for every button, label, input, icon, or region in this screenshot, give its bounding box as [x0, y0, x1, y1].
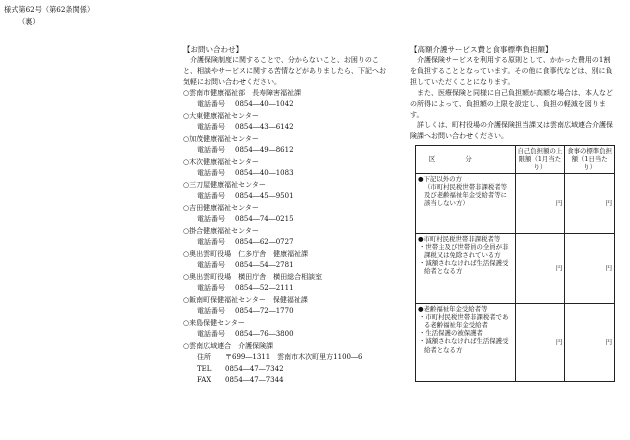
row-detail: ・世帯主及び世帯員の全員が非課税又は免除されている方 — [419, 242, 509, 260]
contact-name: ○雲南市健康福祉部 長寿障害福祉課 — [183, 88, 302, 97]
tel-number: 0854―52―2111 — [235, 284, 294, 293]
row-limit-amount: 円 — [515, 233, 565, 303]
tel-number: 0854―72―1770 — [235, 307, 294, 316]
contact-name: ○木次健康福祉センター — [183, 157, 259, 166]
row-meal-amount: 円 — [565, 303, 615, 381]
row-title: ●市町村民税世帯非課税者等 — [418, 234, 501, 243]
row-detail: ・減額されなければ生活保護受給者となる方 — [419, 337, 509, 354]
contact-name: ○三刀屋健康福祉センター — [183, 180, 266, 189]
contact-name: ○飯南町保健福祉センター 保健福祉課 — [183, 295, 308, 304]
high-cost-para-2: また、医療保険と同様に自己負担額が高額な場合は、本人などの所得によって、負担額の上限を設定し、負担の軽減を図ります。 — [410, 88, 613, 119]
row-meal-amount: 円 — [565, 173, 615, 233]
union-tel: 0854―47―7342 — [225, 364, 284, 373]
contact-tel-line — [183, 214, 388, 226]
contact-tel-line — [183, 237, 388, 249]
contact-name: ○大東健康福祉センター — [183, 111, 259, 120]
tel-number: 0854―40―1083 — [235, 169, 294, 178]
contact-item — [183, 180, 388, 203]
fee-table-header-row — [416, 146, 615, 174]
contact-item — [183, 111, 388, 134]
tel-label: 電話番号 — [197, 284, 225, 293]
union-name: ○雲南広域連合 介護保険課 — [183, 341, 274, 350]
contact-item — [183, 157, 388, 180]
form-number-label: 様式第62号（第62条関係） — [4, 5, 95, 14]
contact-title: 【お問い合わせ】 — [183, 45, 243, 54]
contact-item — [183, 318, 388, 341]
union-address-line — [183, 352, 388, 364]
tel-number: 0854―45―9501 — [235, 192, 294, 201]
union-address: 〒699―1311 雲南市木次町里方1100―6 — [225, 353, 363, 362]
contact-tel-line — [183, 145, 388, 157]
tel-label: 電話番号 — [197, 123, 225, 132]
contact-name: ○奥出雲町役場 横田庁舎 横田総合相談室 — [183, 272, 323, 281]
tel-number: 0854―40―1042 — [235, 100, 294, 109]
tel-label: 電話番号 — [197, 261, 225, 270]
row-category — [416, 303, 516, 381]
col-category-header: 区分 — [416, 146, 516, 174]
tel-label: 電話番号 — [197, 169, 225, 178]
row-detail: （市町村民税世帯非課税者等及び老齢福祉年金受給者等に該当しない方） — [424, 182, 508, 208]
fee-table — [415, 145, 615, 382]
union-tel-label: TEL — [197, 364, 212, 373]
tel-number: 0854―76―3800 — [235, 330, 294, 339]
tel-label: 電話番号 — [197, 238, 225, 247]
tel-number: 0854―62―0727 — [235, 238, 294, 247]
union-fax: 0854―47―7344 — [225, 376, 284, 385]
contact-item — [183, 272, 388, 295]
contact-tel-line — [183, 329, 388, 341]
row-detail: ・市町村民税世帯非課税者である老齢福祉年金受給者 — [419, 312, 509, 330]
col-meal-header: 食事の標準負担額（1日当たり） — [565, 146, 615, 174]
contact-item — [183, 88, 388, 111]
tel-label: 電話番号 — [197, 146, 225, 155]
tel-label: 電話番号 — [197, 100, 225, 109]
union-contact — [183, 341, 388, 387]
tel-number: 0854―49―8612 — [235, 146, 294, 155]
contact-name: ○吉田健康福祉センター — [183, 203, 259, 212]
contact-item — [183, 249, 388, 272]
contact-item — [183, 134, 388, 157]
row-title: ●下記以外の方 — [418, 174, 462, 183]
row-limit-amount: 円 — [515, 173, 565, 233]
tel-label: 電話番号 — [197, 192, 225, 201]
fee-table-row — [416, 303, 615, 381]
fee-table-row — [416, 173, 615, 233]
contact-item — [183, 203, 388, 226]
contact-item — [183, 226, 388, 249]
contact-name: ○掛合健康福祉センター — [183, 226, 259, 235]
contact-section — [183, 44, 388, 387]
high-cost-title: 【高額介護サービス費と食事標準負担額】 — [410, 45, 553, 54]
union-fax-line — [183, 375, 388, 387]
contact-intro: 介護保険制度に関することで、分からないこと、お困りのこと、相談やサービスに関する苦情などがありましたら、下記へお気軽にお問い合わせください。 — [183, 56, 386, 86]
contact-item — [183, 295, 388, 318]
contact-list — [183, 88, 388, 341]
tel-number: 0854―54―2781 — [235, 261, 294, 270]
tel-number: 0854―74―0215 — [235, 215, 294, 224]
tel-label: 電話番号 — [197, 330, 225, 339]
row-category — [416, 233, 516, 303]
col-limit-header: 自己負担額の上限額（1月当たり） — [515, 146, 565, 174]
contact-tel-line — [183, 260, 388, 272]
contact-tel-line — [183, 283, 388, 295]
row-limit-amount: 円 — [515, 303, 565, 381]
union-fax-label: FAX — [197, 376, 212, 385]
contact-tel-line — [183, 306, 388, 318]
union-tel-line — [183, 364, 388, 376]
contact-name: ○加茂健康福祉センター — [183, 134, 259, 143]
high-cost-para-3: 詳しくは、町村役場の介護保険担当課又は雲南広域連合介護保険課へお問い合わせください。 — [410, 121, 613, 141]
contact-tel-line — [183, 99, 388, 111]
high-cost-section — [410, 44, 615, 142]
row-detail: ・生活保護の被保護者 — [419, 329, 483, 338]
tel-label: 電話番号 — [197, 215, 225, 224]
contact-tel-line — [183, 191, 388, 203]
fee-table-row — [416, 233, 615, 303]
row-title: ●老齢福祉年金受給者等 — [418, 304, 488, 313]
contact-name: ○来島保健センター — [183, 318, 245, 327]
union-address-label: 住所 — [197, 353, 211, 362]
row-meal-amount: 円 — [565, 233, 615, 303]
tel-number: 0854―43―6142 — [235, 123, 294, 132]
contact-tel-line — [183, 168, 388, 180]
page-side-label: （裏） — [18, 17, 40, 26]
row-category — [416, 173, 516, 233]
contact-name: ○奥出雲町役場 仁多庁舎 健康福祉課 — [183, 249, 309, 258]
high-cost-para-1: 介護保険サービスを利用する原則として、かかった費用の1割を負担することとなっています。その他に食事代などは、別に負担していただくことになります。 — [410, 56, 613, 86]
tel-label: 電話番号 — [197, 307, 225, 316]
row-detail: ・減額されなければ生活保護受給者となる方 — [419, 259, 509, 276]
contact-tel-line — [183, 122, 388, 134]
